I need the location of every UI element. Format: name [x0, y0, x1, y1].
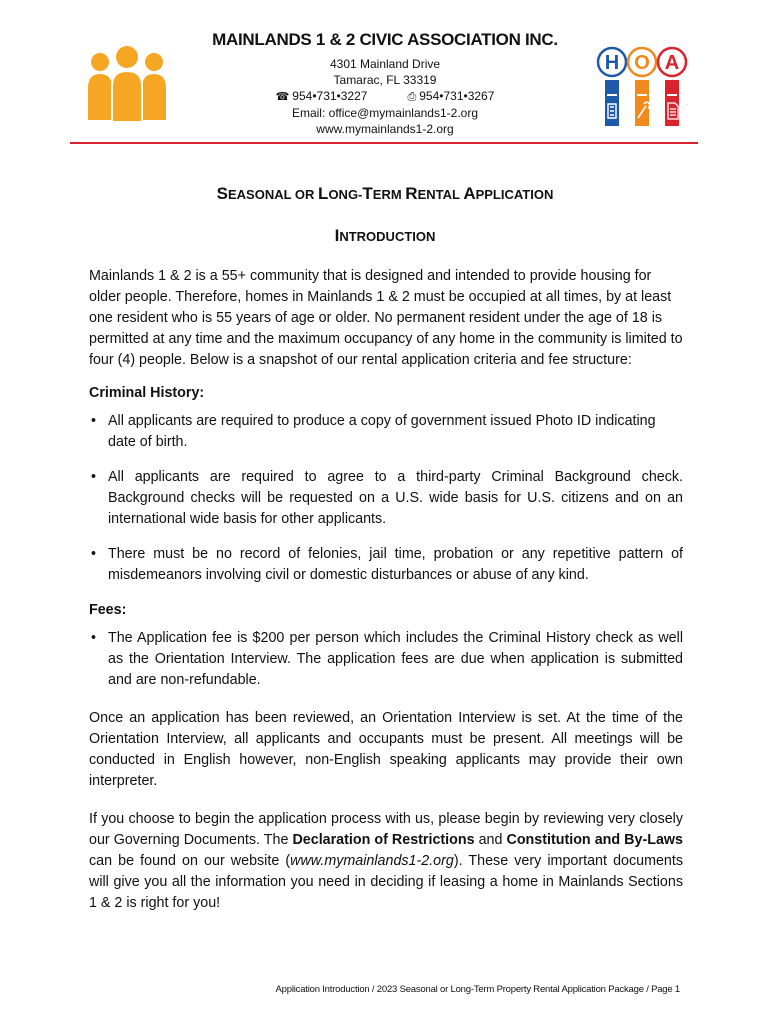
person-left-head — [91, 53, 109, 71]
hoa-letter-a: A — [664, 52, 680, 74]
closing-text: can be found on our website ( — [89, 853, 291, 869]
title-initial: T — [362, 184, 373, 203]
title-segment: ERM — [372, 187, 406, 202]
organization-name: MAINLANDS 1 & 2 CIVIC ASSOCIATION INC. — [212, 30, 558, 49]
closing-text: ). These very important documents will give you all the information you need in deciding if leasing a home in Mainlands Sections 1 & 2 is right for you! — [89, 853, 684, 911]
person-left-body — [88, 74, 112, 120]
declaration-of-restrictions-text: Declaration of Restrictions — [292, 832, 475, 848]
title-initial: S — [216, 184, 228, 203]
hoa-blue-banner — [605, 80, 619, 126]
document-body — [89, 266, 683, 914]
list-item: • There must be no record of felonies, jail time, probation or any repetitive pattern of misdemeanors involving civil or domestic disturbances or abuse of any kind. — [89, 544, 683, 586]
address-line-1: 4301 Mainland Drive — [329, 57, 441, 71]
phone-number: 954•731•3227 — [292, 89, 368, 103]
phone-icon: ☎ — [275, 91, 290, 103]
person-center-head — [116, 46, 138, 68]
closing-text: and — [474, 832, 507, 848]
phone-entry — [276, 88, 368, 105]
contact-phone-row — [170, 88, 600, 105]
title-segment: EASONAL OR — [227, 187, 319, 202]
header-divider — [70, 142, 698, 144]
fax-entry — [407, 88, 494, 105]
community-people-logo — [84, 44, 170, 122]
hoa-letter-o: O — [634, 52, 650, 74]
hoa-red-banner-accent — [667, 94, 677, 96]
hoa-logo — [596, 46, 688, 128]
fax-number: 954•731•3267 — [419, 89, 495, 103]
title-initial: L — [318, 184, 329, 203]
hoa-orange-banner-accent — [637, 94, 647, 96]
hoa-blue-banner-accent — [607, 94, 617, 96]
document-title — [0, 184, 770, 204]
section-title — [0, 226, 770, 246]
title-segment: ENTAL — [417, 187, 464, 202]
fax-icon: ⎙ — [407, 91, 417, 103]
list-item: • The Application fee is $200 per person which includes the Criminal History check as well as the Orientation Interview. The application fees are due when application is submitted and are non-refundable. — [89, 628, 683, 691]
title-initial: R — [405, 184, 418, 203]
list-item: • All applicants are required to agree to a third-party Criminal Background check. Background checks will be requested on a U.S. wide basis for U.S. citizens and on an international wide basis for other applicants. — [89, 467, 683, 530]
constitution-bylaws-text: Constitution and By-Laws — [506, 832, 683, 848]
person-right-head — [145, 53, 163, 71]
hoa-letter-h: H — [604, 52, 620, 74]
criminal-history-list — [89, 411, 683, 586]
list-item: • All applicants are required to produce a copy of government issued Photo ID indicating date of birth. — [89, 411, 683, 453]
website-line: www.mymainlands1-2.org — [316, 122, 454, 136]
website-reference: www.mymainlands1-2.org — [290, 853, 454, 869]
subtitle-initial: I — [334, 226, 340, 245]
subtitle-segment: NTRODUCTION — [339, 229, 436, 244]
title-segment: PPLICATION — [475, 187, 554, 202]
closing-paragraph — [89, 809, 683, 914]
title-initial: A — [463, 184, 476, 203]
closing-text: If you choose to begin the application process with us, please begin by reviewing very closely our Governing Documents. The — [89, 811, 683, 848]
person-center-body — [112, 71, 142, 122]
organization-header — [170, 30, 600, 137]
criminal-history-heading: Criminal History: — [89, 385, 205, 401]
fees-heading: Fees: — [89, 602, 127, 618]
fees-list — [89, 628, 683, 691]
orientation-paragraph: Once an application has been reviewed, an Orientation Interview is set. At the time of the Orientation Interview, all applicants and occupants must be present. All meetings will be conducted in English however, non-English speaking applicants may provide their own interpreter. — [89, 710, 683, 789]
email-line: Email: office@mymainlands1-2.org — [291, 106, 479, 120]
title-segment: ONG- — [328, 187, 363, 202]
page-footer: Application Introduction / 2023 Seasonal or Long-Term Property Rental Application Package / Page 1 — [275, 984, 680, 995]
address-line-2: Tamarac, FL 33319 — [333, 73, 437, 87]
person-right-body — [142, 74, 166, 120]
intro-paragraph: Mainlands 1 & 2 is a 55+ community that is designed and intended to provide housing for older people. Therefore, homes in Mainlands 1 & 2 must be occupied at all times, by at least one resident who is 55 years of age or older. No permanent resident under the age of 18 is permitted at any time and the maximum occupancy of any home in the community is limited to four (4) people. Below is a snapshot of our rental application criteria and fee structure: — [89, 268, 683, 368]
